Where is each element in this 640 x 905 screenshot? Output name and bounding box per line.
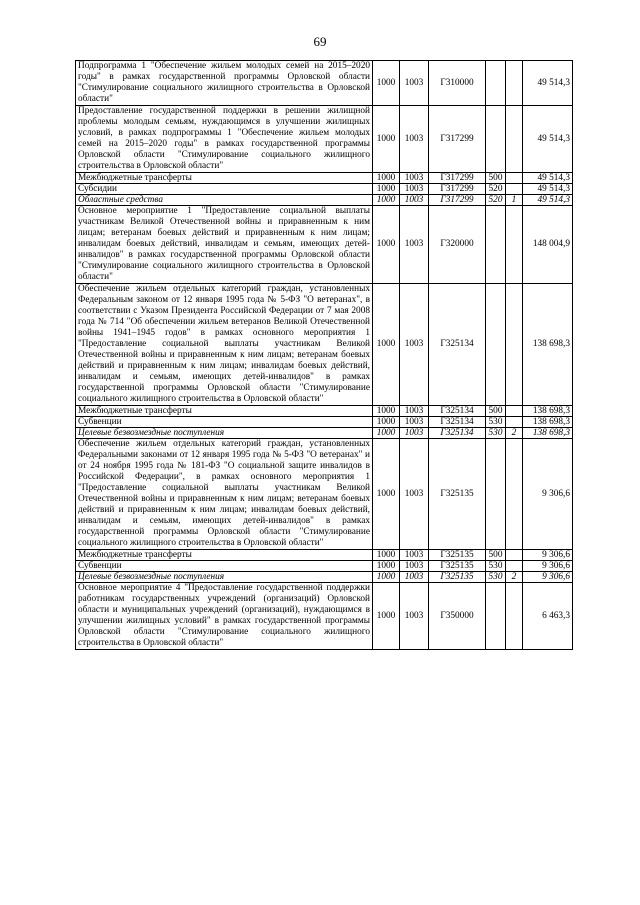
table-row xyxy=(76,106,573,173)
table-row xyxy=(76,428,573,439)
expense-type-code: 530 xyxy=(486,417,506,428)
target-article-code: Г317299 xyxy=(429,184,486,195)
row-name: Межбюджетные трансферты xyxy=(76,173,373,184)
amount: 138 698,3 xyxy=(523,417,573,428)
table-row xyxy=(76,206,573,284)
section-code: 1000 xyxy=(373,550,400,561)
target-article-code: Г317299 xyxy=(429,106,486,173)
subsection-code: 1003 xyxy=(400,428,429,439)
expense-type-code: 530 xyxy=(486,572,506,583)
expense-type-code: 500 xyxy=(486,406,506,417)
target-article-code: Г325135 xyxy=(429,550,486,561)
expense-type-code: 500 xyxy=(486,550,506,561)
amount: 148 004,9 xyxy=(523,206,573,284)
target-article-code: Г320000 xyxy=(429,206,486,284)
section-code: 1000 xyxy=(373,195,400,206)
expense-type-code xyxy=(486,583,506,650)
table-row xyxy=(76,561,573,572)
section-code: 1000 xyxy=(373,428,400,439)
expense-type-code xyxy=(486,439,506,550)
table-row xyxy=(76,284,573,406)
target-article-code: Г350000 xyxy=(429,583,486,650)
table-row xyxy=(76,583,573,650)
section-code: 1000 xyxy=(373,439,400,550)
target-article-code: Г325134 xyxy=(429,428,486,439)
section-code: 1000 xyxy=(373,406,400,417)
subsection-code: 1003 xyxy=(400,61,429,106)
target-article-code: Г325135 xyxy=(429,439,486,550)
expense-type-code: 520 xyxy=(486,195,506,206)
amount: 49 514,3 xyxy=(523,184,573,195)
source-code: 2 xyxy=(506,572,523,583)
expense-type-code xyxy=(486,61,506,106)
subsection-code: 1003 xyxy=(400,417,429,428)
subsection-code: 1003 xyxy=(400,184,429,195)
amount: 9 306,6 xyxy=(523,439,573,550)
target-article-code: Г317299 xyxy=(429,195,486,206)
row-name: Подпрограмма 1 "Обеспечение жильем молодых семей на 2015–2020 годы" в рамках государственной программы Орловской области "Стимулирование социального жилищного строительства в Орловской области" xyxy=(76,61,373,106)
subsection-code: 1003 xyxy=(400,106,429,173)
target-article-code: Г325135 xyxy=(429,572,486,583)
section-code: 1000 xyxy=(373,572,400,583)
row-name: Межбюджетные трансферты xyxy=(76,550,373,561)
subsection-code: 1003 xyxy=(400,439,429,550)
table-row xyxy=(76,417,573,428)
table-row xyxy=(76,61,573,106)
amount: 49 514,3 xyxy=(523,195,573,206)
target-article-code: Г325135 xyxy=(429,561,486,572)
target-article-code: Г325134 xyxy=(429,284,486,406)
row-name: Обеспечение жильем отдельных категорий граждан, установленных Федеральным законом от 12 января 1995 года № 5-ФЗ "О ветеранах", в соответствии с Указом Президента Российской Федерации от 7 мая 2008 года № 714 "Об обеспечении жильем ветеранов Великой Отечественной войны 1941–1945 годов" в рамках основного мероприятия 1 "Предоставление социальной выплаты участникам Великой Отечественной войны и приравненным к ним лицам; ветеранам боевых действий и приравненным к ним лицам; инвалидам боевых действий, инвалидам и семьям, имеющих детей-инвалидов" в рамках государственной программы Орловской области "Стимулирование социального жилищного строительства в Орловской области" xyxy=(76,284,373,406)
source-code xyxy=(506,184,523,195)
row-name: Субсидии xyxy=(76,184,373,195)
source-code xyxy=(506,206,523,284)
subsection-code: 1003 xyxy=(400,572,429,583)
row-name: Предоставление государственной поддержки в решении жилищной проблемы молодым семьям, нуждающимся в улучшении жилищных условий, в рамках подпрограммы 1 "Обеспечение жильем молодых семей на 2015–2020 годы" в рамках государственной программы Орловской области "Стимулирование социального жилищного строительства в Орловской области" xyxy=(76,106,373,173)
source-code xyxy=(506,583,523,650)
amount: 6 463,3 xyxy=(523,583,573,650)
subsection-code: 1003 xyxy=(400,583,429,650)
source-code xyxy=(506,417,523,428)
row-name: Основное мероприятие 4 "Предоставление государственной поддержки работникам государственных учреждений (организаций) Орловской области и муниципальных учреждений (организаций), нуждающимся в улучшении жилищных условий" в рамках государственной программы Орловской области "Стимулирование социального жилищного строительства в Орловской области" xyxy=(76,583,373,650)
target-article-code: Г317299 xyxy=(429,173,486,184)
source-code xyxy=(506,61,523,106)
row-name: Межбюджетные трансферты xyxy=(76,406,373,417)
section-code: 1000 xyxy=(373,173,400,184)
target-article-code: Г325134 xyxy=(429,406,486,417)
target-article-code: Г325134 xyxy=(429,417,486,428)
section-code: 1000 xyxy=(373,583,400,650)
row-name: Целевые безвозмездные поступления xyxy=(76,572,373,583)
expense-type-code: 500 xyxy=(486,173,506,184)
subsection-code: 1003 xyxy=(400,550,429,561)
source-code xyxy=(506,406,523,417)
source-code xyxy=(506,173,523,184)
amount: 138 698,3 xyxy=(523,428,573,439)
table-row xyxy=(76,550,573,561)
expense-type-code xyxy=(486,106,506,173)
table-row xyxy=(76,406,573,417)
amount: 9 306,6 xyxy=(523,572,573,583)
target-article-code: Г310000 xyxy=(429,61,486,106)
amount: 9 306,6 xyxy=(523,550,573,561)
section-code: 1000 xyxy=(373,417,400,428)
row-name: Субвенции xyxy=(76,561,373,572)
expense-type-code xyxy=(486,284,506,406)
source-code xyxy=(506,106,523,173)
expense-type-code: 530 xyxy=(486,561,506,572)
amount: 138 698,3 xyxy=(523,284,573,406)
row-name: Основное мероприятие 1 "Предоставление социальной выплаты участникам Великой Отечественной войны и приравненным к ним лицам; ветеранам боевых действий и приравненным к ним лицам; инвалидам боевых действий, инвалидам и семьям, имеющих детей-инвалидов" в рамках государственной программы Орловской области "Стимулирование социального жилищного строительства в Орловской области" xyxy=(76,206,373,284)
table-row xyxy=(76,184,573,195)
amount: 49 514,3 xyxy=(523,173,573,184)
subsection-code: 1003 xyxy=(400,284,429,406)
section-code: 1000 xyxy=(373,106,400,173)
subsection-code: 1003 xyxy=(400,561,429,572)
subsection-code: 1003 xyxy=(400,195,429,206)
section-code: 1000 xyxy=(373,61,400,106)
row-name: Обеспечение жильем отдельных категорий граждан, установленных Федеральными законами от 12 января 1995 года № 5-ФЗ "О ветеранах" и от 24 ноября 1995 года № 181-ФЗ "О социальной защите инвалидов в Российской Федерации", в рамках основного мероприятия 1 "Предоставление социальной выплаты участникам Великой Отечественной войны и приравненным к ним лицам; ветеранам боевых действий и приравненным к ним лицам; инвалидам боевых действий, инвалидам и семьям, имеющих детей-инвалидов" в рамках государственной программы Орловской области "Стимулирование социального жилищного строительства в Орловской области" xyxy=(76,439,373,550)
row-name: Субвенции xyxy=(76,417,373,428)
row-name: Областные средства xyxy=(76,195,373,206)
expense-type-code xyxy=(486,206,506,284)
table-row xyxy=(76,195,573,206)
expense-type-code: 520 xyxy=(486,184,506,195)
subsection-code: 1003 xyxy=(400,406,429,417)
table-row xyxy=(76,439,573,550)
source-code: 2 xyxy=(506,428,523,439)
amount: 49 514,3 xyxy=(523,61,573,106)
source-code xyxy=(506,284,523,406)
source-code xyxy=(506,561,523,572)
section-code: 1000 xyxy=(373,561,400,572)
expense-type-code: 530 xyxy=(486,428,506,439)
source-code xyxy=(506,439,523,550)
table-row xyxy=(76,572,573,583)
source-code: 1 xyxy=(506,195,523,206)
section-code: 1000 xyxy=(373,284,400,406)
amount: 138 698,3 xyxy=(523,406,573,417)
page-number: 69 xyxy=(313,34,327,49)
budget-table xyxy=(75,60,573,650)
amount: 49 514,3 xyxy=(523,106,573,173)
row-name: Целевые безвозмездные поступления xyxy=(76,428,373,439)
source-code xyxy=(506,550,523,561)
subsection-code: 1003 xyxy=(400,206,429,284)
section-code: 1000 xyxy=(373,206,400,284)
amount: 9 306,6 xyxy=(523,561,573,572)
table-row xyxy=(76,173,573,184)
subsection-code: 1003 xyxy=(400,173,429,184)
section-code: 1000 xyxy=(373,184,400,195)
